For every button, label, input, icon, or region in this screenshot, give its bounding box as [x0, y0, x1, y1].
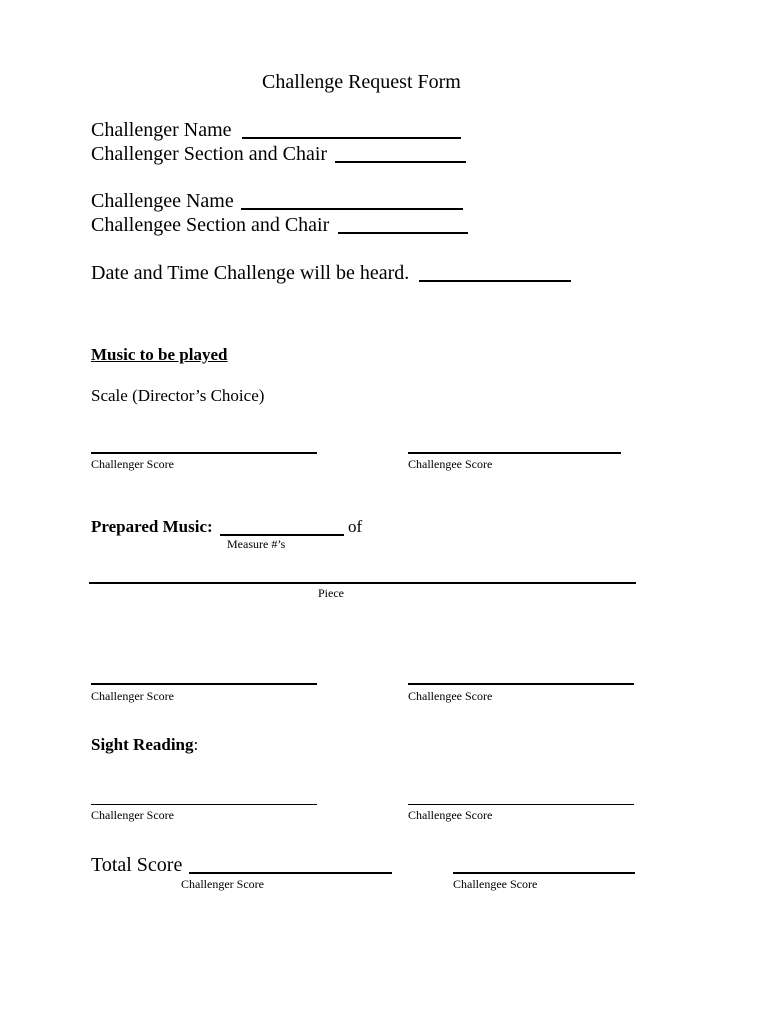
piece-caption: Piece [318, 586, 344, 600]
sight-reading-heading [91, 736, 198, 753]
challengee-section-label: Challengee Section and Chair [91, 214, 330, 236]
scale-challengee-score-caption: Challengee Score [408, 457, 493, 471]
total-challengee-score-caption: Challengee Score [453, 877, 538, 891]
total-challenger-score-caption: Challenger Score [181, 877, 264, 891]
prepared-challenger-score-caption: Challenger Score [91, 689, 174, 703]
challenger-name-label: Challenger Name [91, 119, 232, 141]
total-challengee-score-field[interactable] [453, 872, 635, 874]
challenger-name-field[interactable] [242, 137, 461, 139]
scale-label: Scale (Director’s Choice) [91, 386, 265, 405]
page-title: Challenge Request Form [262, 71, 461, 93]
sight-challenger-score-field[interactable] [91, 804, 317, 805]
sight-challengee-score-caption: Challengee Score [408, 808, 493, 822]
prepared-music-label: Prepared Music: [91, 517, 213, 536]
challengee-name-field[interactable] [241, 208, 463, 210]
of-text: of [348, 517, 363, 536]
prepared-challenger-score-field[interactable] [91, 683, 317, 685]
music-heading: Music to be played [91, 345, 228, 364]
sight-challengee-score-field[interactable] [408, 804, 634, 805]
measure-numbers-field[interactable] [220, 534, 344, 536]
measure-caption: Measure #’s [227, 537, 286, 551]
total-challenger-score-field[interactable] [189, 872, 392, 874]
sight-reading-label: Sight Reading [91, 735, 194, 754]
sight-reading-colon: : [193, 735, 199, 754]
challengee-name-label: Challengee Name [91, 190, 234, 212]
scale-challengee-score-field[interactable] [408, 452, 621, 454]
total-score-label: Total Score [91, 854, 183, 876]
date-time-label: Date and Time Challenge will be heard. [91, 262, 410, 284]
scale-challenger-score-field[interactable] [91, 452, 317, 454]
piece-field[interactable] [89, 582, 636, 584]
challenger-section-label: Challenger Section and Chair [91, 143, 328, 165]
date-time-field[interactable] [419, 280, 571, 282]
sight-challenger-score-caption: Challenger Score [91, 808, 174, 822]
scale-challenger-score-caption: Challenger Score [91, 457, 174, 471]
prepared-challengee-score-caption: Challengee Score [408, 689, 493, 703]
prepared-challengee-score-field[interactable] [408, 683, 634, 685]
challengee-section-field[interactable] [338, 232, 468, 234]
challenger-section-field[interactable] [335, 161, 466, 163]
